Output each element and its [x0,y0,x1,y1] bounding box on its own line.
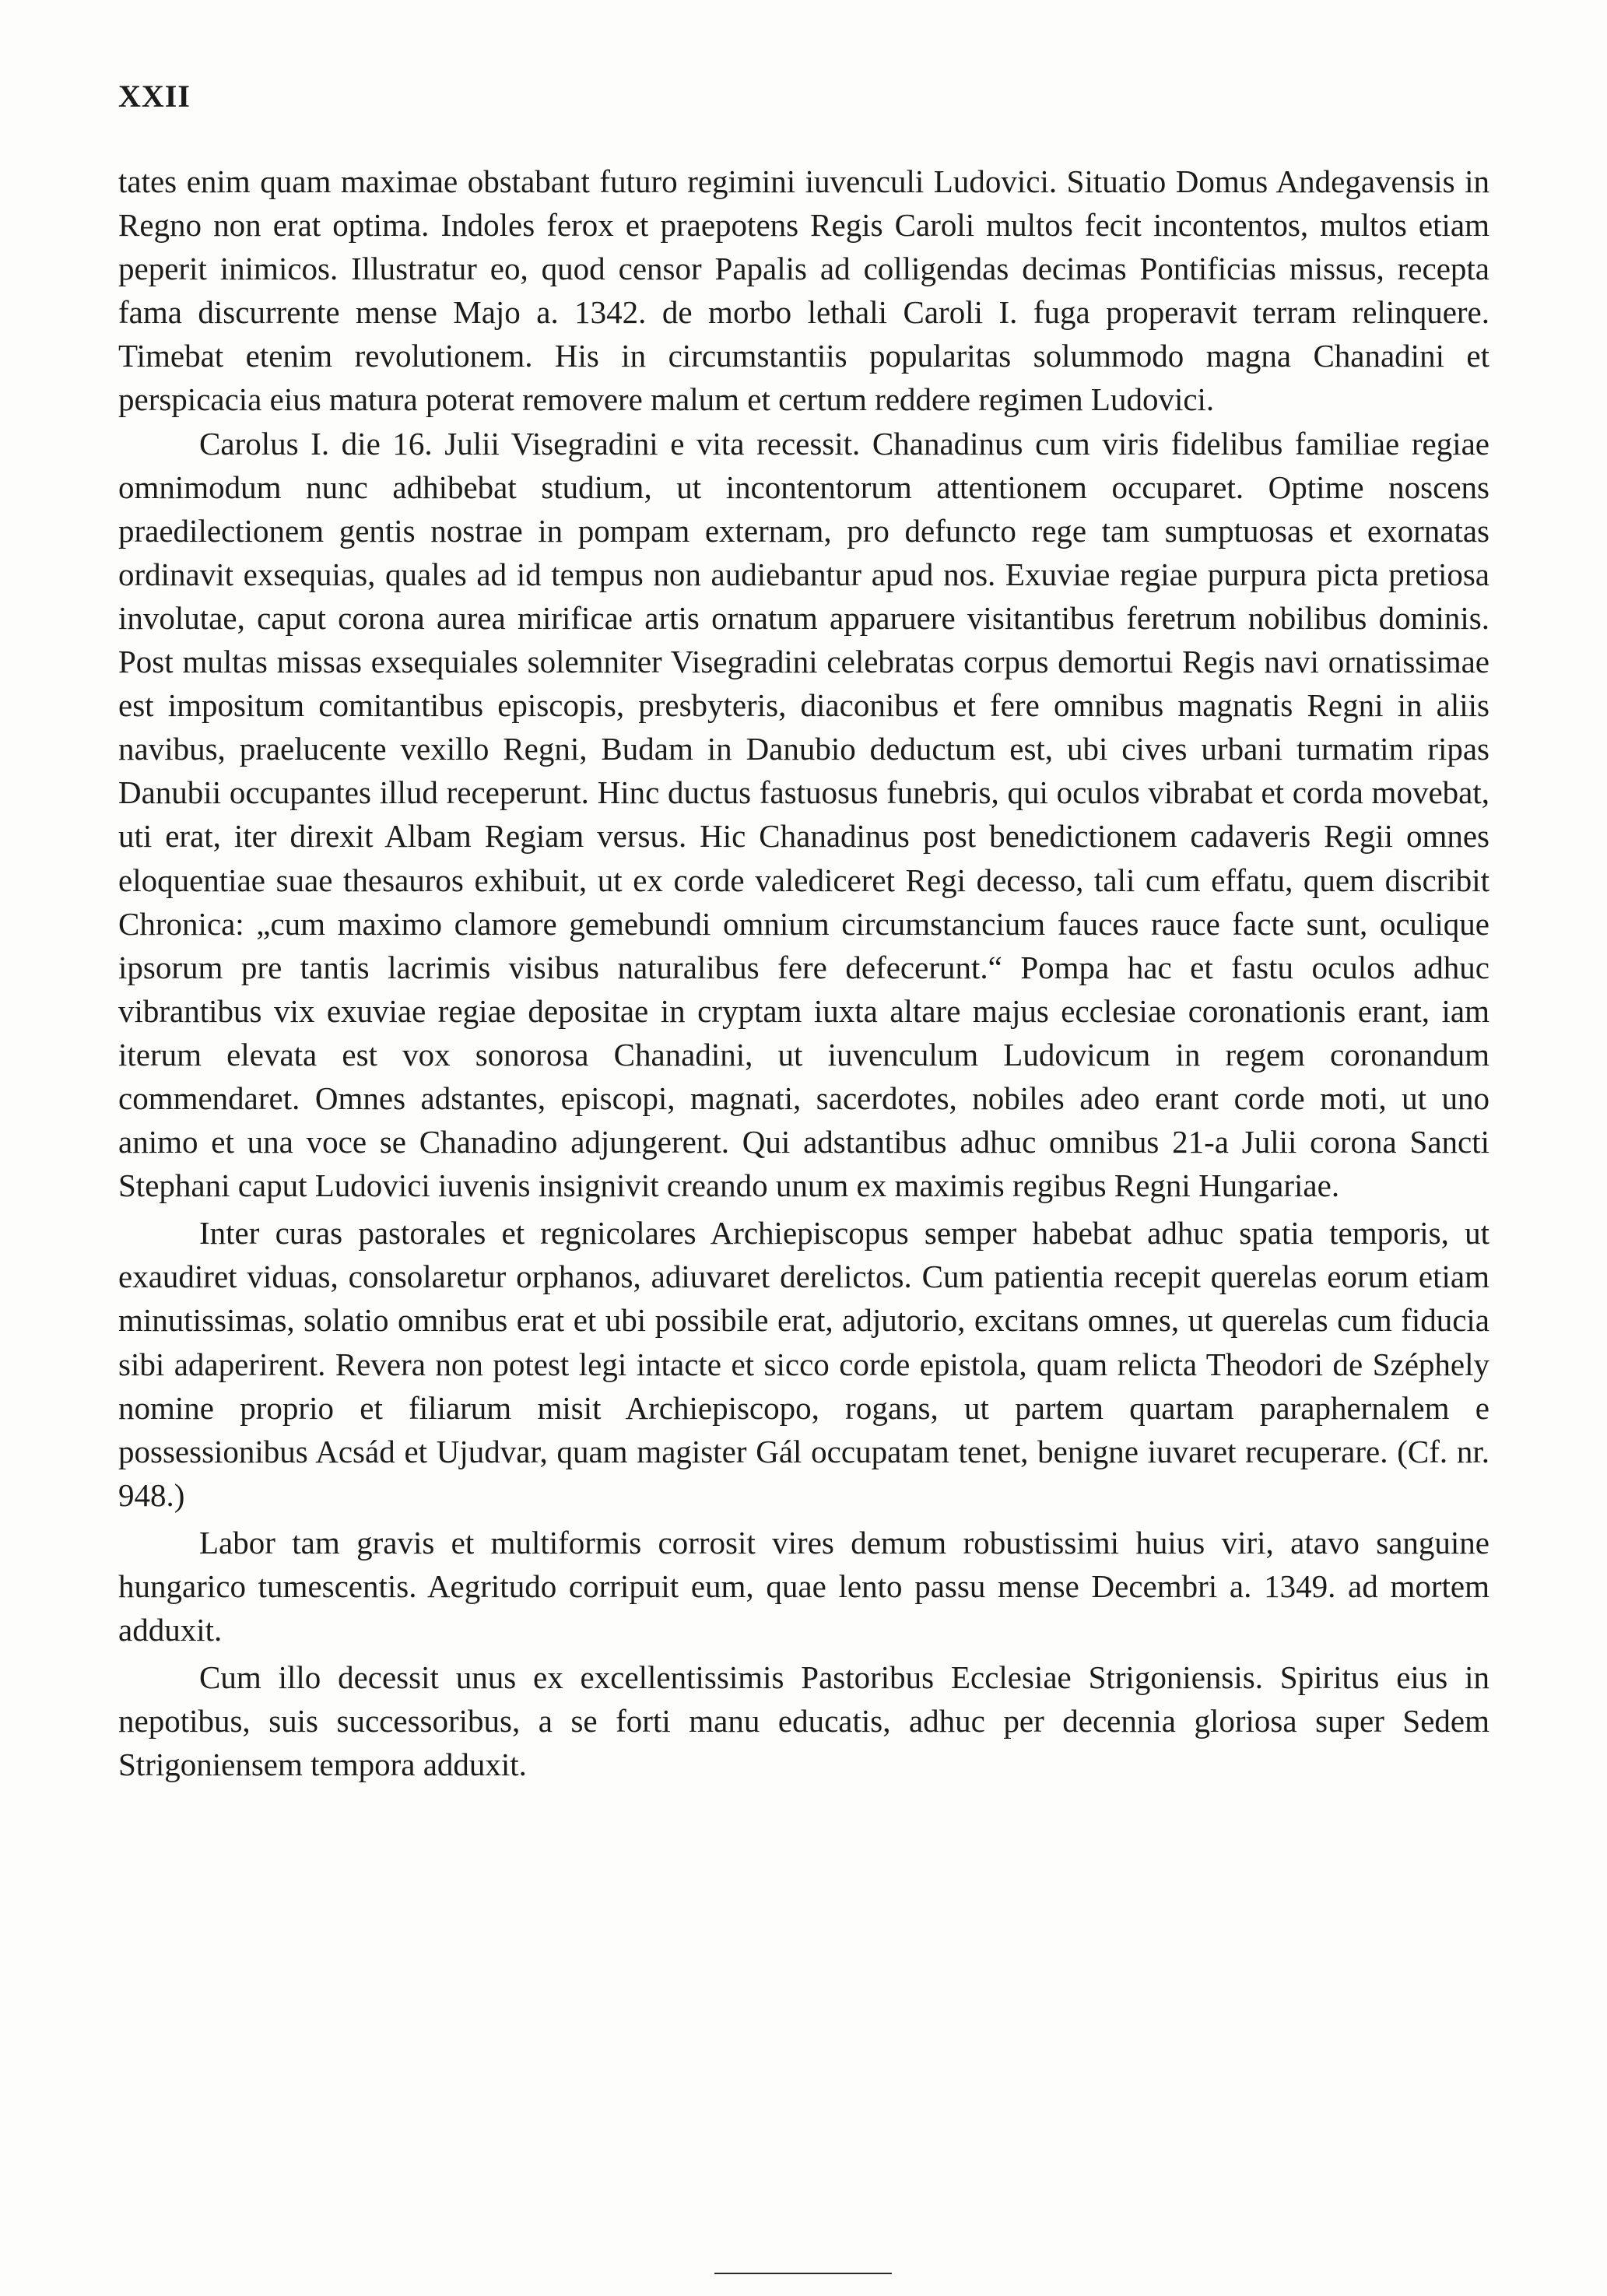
closing-rule [714,2273,892,2274]
paragraph: tates enim quam maximae obstabant futuro regimini iuvenculi Ludovici. Situatio Domus Andegavensis in Regno non erat optima. Indoles ferox et praepotens Regis Caroli multos fecit incontentos, multos etiam peperit inimicos. Illustratur eo, quod censor Papalis ad colligendas decimas Pontificias missus, recepta fama discurrente mense Majo a. 1342. de morbo lethali Caroli I. fuga properavit terram relinquere. Timebat etenim revolutionem. His in circumstantiis popularitas solummodo magna Chanadini et perspicacia eius matura poterat removere malum et certum reddere regimen Ludovici. [118,163,1489,418]
page-number: XXII [118,79,191,114]
body-text [118,160,1489,1786]
paragraph: Cum illo decessit unus ex excellentissimis Pastoribus Ecclesiae Strigoniensis. Spiritus eius in nepotibus, suis successoribus, a se forti manu educatis, adhuc per decennia gloriosa super Sedem Strigoniensem tempora adduxit. [118,1659,1489,1783]
paragraph: Inter curas pastorales et regnicolares Archiepiscopus semper habebat adhuc spatia temporis, ut exaudiret viduas, consolaretur orphanos, adiuvaret derelictos. Cum patientia recepit querelas eorum etiam minutissimas, solatio omnibus erat et ubi possibile erat, adjutorio, excitans omnes, ut querelas cum fiducia sibi adaperirent. Revera non potest legi intacte et sicco corde epistola, quam relicta Theodori de Széphely nomine proprio et filiarum misit Archiepiscopo, rogans, ut partem quartam paraphernalem e possessionibus Acsád et Ujudvar, quam magister Gál occupatam tenet, benigne iuvaret recuperare. (Cf. nr. 948.) [118,1215,1489,1513]
paragraph: Carolus I. die 16. Julii Visegradini e vita recessit. Chanadinus cum viris fidelibus familiae regiae omnimodum nunc adhibebat studium, ut incontentorum attentionem occuparet. Optime noscens praedilectionem gentis nostrae in pompam externam, pro defuncto rege tam sumptuosas et exornatas ordinavit exsequias, quales ad id tempus non audiebantur apud nos. Exuviae regiae purpura picta pretiosa involutae, caput corona aurea mirificae artis ornatum apparuere visitantibus feretrum nobilibus dominis. Post multas missas exsequiales solemniter Visegradini celebratas corpus demortui Regis navi ornatissimae est impositum comitantibus episcopis, presbyteris, diaconibus et fere omnibus magnatis Regni in aliis navibus, praelucente vexillo Regni, Budam in Danubio deductum est, ubi cives urbani turmatim ripas Danubii occupantes illud receperunt. Hinc ductus fastuosus funebris, qui oculos vibrabat et corda movebat, uti erat, iter direxit Albam Regiam versus. Hic Chanadinus post benedictionem cadaveris Regii omnes eloquentiae suae thesauros exhibuit, ut ex corde valediceret Regi decesso, tali cum effatu, quem discribit Chronica: „cum maximo clamore gemebundi omnium circumstancium fauces rauce facte sunt, oculique ipsorum pre tantis lacrimis visibus naturalibus fere defecerunt.“ Pompa hac et fastu oculos adhuc vibrantibus vix exuviae regiae depositae in cryptam iuxta altare majus ecclesiae coronationis erant, iam iterum elevata est vox sonorosa Chanadini, ut iuvenculum Ludovicum in regem coronandum commendaret. Omnes adstantes, episcopi, magnati, sacerdotes, nobiles adeo erant corde moti, ut uno animo et una voce se Chanadino adjungerent. Qui adstantibus adhuc omnibus 21-a Julii corona Sancti Stephani caput Ludovici iuvenis insignivit creando unum ex maximis regibus Regni Hungariae. [118,425,1489,1204]
paragraph: Labor tam gravis et multiformis corrosit vires demum robustissimi huius viri, atavo sanguine hungarico tumescentis. Aegritudo corripuit eum, quae lento passu mense Decembri a. 1349. ad mortem adduxit. [118,1524,1489,1648]
